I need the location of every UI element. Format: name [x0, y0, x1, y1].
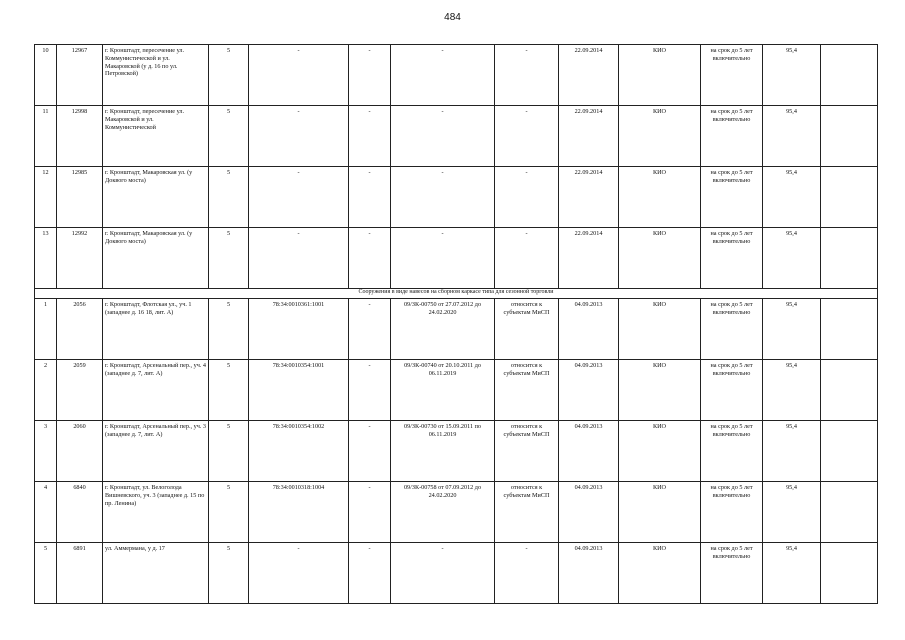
organization: КИО: [619, 299, 701, 360]
organization: КИО: [619, 482, 701, 543]
date: 04.09.2013: [559, 543, 619, 604]
cadastral-number: 78:34:0010318:1004: [249, 482, 349, 543]
percent: 95,4: [763, 106, 821, 167]
empty-cell: [821, 299, 878, 360]
term: на срок до 5 лет включительно: [701, 360, 763, 421]
row-number: 5: [35, 543, 57, 604]
address: г. Кронштадт, ул. Велоголода Вишневского, уч. 3 (западнее д. 15 по пр. Ленина): [103, 482, 209, 543]
object-id: 12992: [57, 228, 103, 289]
term: на срок до 5 лет включительно: [701, 228, 763, 289]
organization: КИО: [619, 106, 701, 167]
empty-cell: [821, 360, 878, 421]
percent: 95,4: [763, 299, 821, 360]
area: 5: [209, 228, 249, 289]
address: г. Кронштадт, Макаровская ул. (у Доквого моста): [103, 228, 209, 289]
percent: 95,4: [763, 421, 821, 482]
row-number: 1: [35, 299, 57, 360]
date: 22.09.2014: [559, 228, 619, 289]
table-row: [35, 543, 878, 604]
address: ул. Аммермана, у д. 17: [103, 543, 209, 604]
area: 5: [209, 106, 249, 167]
empty-cell: [821, 228, 878, 289]
organization: КИО: [619, 45, 701, 106]
contract-info: -: [391, 167, 495, 228]
percent: 95,4: [763, 45, 821, 106]
address: г. Кронштадт, пересечение ул. Коммунистической и ул. Макаровской (у д. 16 по ул. Петровской): [103, 45, 209, 106]
percent: 95,4: [763, 167, 821, 228]
address: г. Кронштадт, Арсенальный пер., уч. 4 (западнее д. 7, лит. А): [103, 360, 209, 421]
extra-field: -: [349, 228, 391, 289]
empty-cell: [821, 167, 878, 228]
object-id: 12998: [57, 106, 103, 167]
section-title: Сооружения в виде навесов на сборном каркасе типа для сезонной торговли: [35, 289, 878, 299]
term: на срок до 5 лет включительно: [701, 167, 763, 228]
date: 04.09.2013: [559, 360, 619, 421]
area: 5: [209, 482, 249, 543]
smb-relation: относится к субъектам МиСП: [495, 421, 559, 482]
area: 5: [209, 299, 249, 360]
table-row: [35, 421, 878, 482]
area: 5: [209, 45, 249, 106]
empty-cell: [821, 106, 878, 167]
cadastral-number: -: [249, 45, 349, 106]
term: на срок до 5 лет включительно: [701, 299, 763, 360]
object-id: 12967: [57, 45, 103, 106]
date: 22.09.2014: [559, 167, 619, 228]
date: 04.09.2013: [559, 299, 619, 360]
date: 04.09.2013: [559, 421, 619, 482]
percent: 95,4: [763, 228, 821, 289]
empty-cell: [821, 543, 878, 604]
smb-relation: относится к субъектам МиСП: [495, 299, 559, 360]
area: 5: [209, 360, 249, 421]
organization: КИО: [619, 228, 701, 289]
contract-info: -: [391, 106, 495, 167]
extra-field: -: [349, 360, 391, 421]
term: на срок до 5 лет включительно: [701, 45, 763, 106]
term: на срок до 5 лет включительно: [701, 106, 763, 167]
term: на срок до 5 лет включительно: [701, 421, 763, 482]
table-row: [35, 299, 878, 360]
percent: 95,4: [763, 543, 821, 604]
smb-relation: относится к субъектам МиСП: [495, 482, 559, 543]
contract-info: -: [391, 45, 495, 106]
smb-relation: -: [495, 167, 559, 228]
area: 5: [209, 167, 249, 228]
section-header-row: [35, 289, 878, 299]
row-number: 11: [35, 106, 57, 167]
cadastral-number: -: [249, 106, 349, 167]
object-id: 12985: [57, 167, 103, 228]
table-row: [35, 167, 878, 228]
cadastral-number: 78:34:0010361:1001: [249, 299, 349, 360]
address: г. Кронштадт, пересечение ул. Макаровской и ул. Коммунистической: [103, 106, 209, 167]
date: 04.09.2013: [559, 482, 619, 543]
date: 22.09.2014: [559, 106, 619, 167]
area: 5: [209, 543, 249, 604]
smb-relation: -: [495, 543, 559, 604]
object-id: 6840: [57, 482, 103, 543]
contract-info: -: [391, 228, 495, 289]
row-number: 4: [35, 482, 57, 543]
row-number: 3: [35, 421, 57, 482]
table-row: [35, 228, 878, 289]
extra-field: -: [349, 299, 391, 360]
object-id: 2060: [57, 421, 103, 482]
object-id: 6891: [57, 543, 103, 604]
organization: КИО: [619, 421, 701, 482]
cadastral-number: -: [249, 543, 349, 604]
smb-relation: -: [495, 106, 559, 167]
table-row: [35, 45, 878, 106]
smb-relation: -: [495, 228, 559, 289]
object-id: 2059: [57, 360, 103, 421]
empty-cell: [821, 45, 878, 106]
empty-cell: [821, 421, 878, 482]
contract-info: 09/ЗК-00740 от 20.10.2011 до 06.11.2019: [391, 360, 495, 421]
percent: 95,4: [763, 482, 821, 543]
address: г. Кронштадт, Макаровская ул. (у Доквого моста): [103, 167, 209, 228]
contract-info: -: [391, 543, 495, 604]
address: г. Кронштадт, Флотская ул., уч. 1 (западнее д. 16 18, лит. А): [103, 299, 209, 360]
extra-field: -: [349, 482, 391, 543]
address: г. Кронштадт, Арсенальный пер., уч. 3 (западнее д. 7, лит. А): [103, 421, 209, 482]
date: 22.09.2014: [559, 45, 619, 106]
empty-cell: [821, 482, 878, 543]
organization: КИО: [619, 167, 701, 228]
registry-table: [34, 44, 878, 604]
object-id: 2056: [57, 299, 103, 360]
cadastral-number: 78:34:0010354:1002: [249, 421, 349, 482]
row-number: 12: [35, 167, 57, 228]
term: на срок до 5 лет включительно: [701, 543, 763, 604]
extra-field: -: [349, 421, 391, 482]
cadastral-number: -: [249, 228, 349, 289]
smb-relation: относится к субъектам МиСП: [495, 360, 559, 421]
organization: КИО: [619, 360, 701, 421]
smb-relation: -: [495, 45, 559, 106]
cadastral-number: 78:34:0010354:1001: [249, 360, 349, 421]
contract-info: 09/ЗК-00730 от 15.09.2011 по 06.11.2019: [391, 421, 495, 482]
extra-field: -: [349, 167, 391, 228]
table-row: [35, 482, 878, 543]
table-row: [35, 360, 878, 421]
row-number: 2: [35, 360, 57, 421]
organization: КИО: [619, 543, 701, 604]
extra-field: -: [349, 106, 391, 167]
extra-field: -: [349, 45, 391, 106]
contract-info: 09/ЗК-00750 от 27.07.2012 до 24.02.2020: [391, 299, 495, 360]
row-number: 10: [35, 45, 57, 106]
contract-info: 09/ЗК-00758 от 07.09.2012 до 24.02.2020: [391, 482, 495, 543]
table-row: [35, 106, 878, 167]
row-number: 13: [35, 228, 57, 289]
area: 5: [209, 421, 249, 482]
term: на срок до 5 лет включительно: [701, 482, 763, 543]
page-number: 484: [444, 12, 461, 23]
cadastral-number: -: [249, 167, 349, 228]
extra-field: -: [349, 543, 391, 604]
percent: 95,4: [763, 360, 821, 421]
